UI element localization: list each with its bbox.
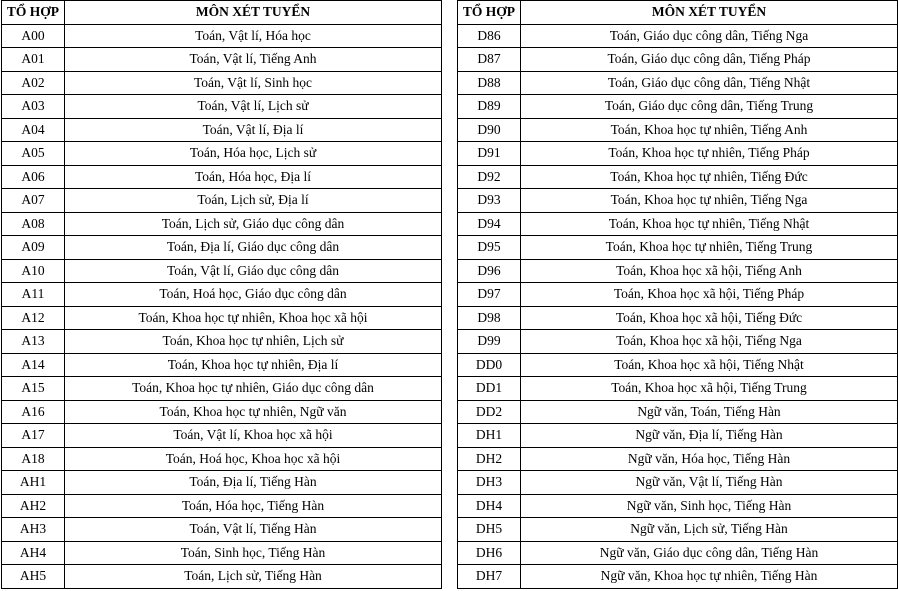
table-row	[458, 24, 898, 48]
table-row	[2, 306, 442, 330]
table-row	[458, 306, 898, 330]
combination-subjects: Toán, Vật lí, Tiếng Anh	[65, 48, 442, 72]
table-row	[458, 165, 898, 189]
combination-code: D90	[458, 118, 521, 142]
header-row	[458, 1, 898, 25]
combination-code: D96	[458, 259, 521, 283]
table-row	[2, 165, 442, 189]
combination-code: D94	[458, 212, 521, 236]
table-row	[458, 95, 898, 119]
combination-code: A14	[2, 353, 65, 377]
column-header-code: TỔ HỢP	[2, 1, 65, 25]
table-row	[2, 424, 442, 448]
combination-code: A09	[2, 236, 65, 260]
combination-subjects: Toán, Khoa học xã hội, Tiếng Trung	[521, 377, 898, 401]
combination-subjects: Toán, Khoa học tự nhiên, Tiếng Trung	[521, 236, 898, 260]
combination-subjects: Toán, Khoa học xã hội, Tiếng Nga	[521, 330, 898, 354]
combination-code: A10	[2, 259, 65, 283]
combination-subjects: Toán, Địa lí, Giáo dục công dân	[65, 236, 442, 260]
combination-subjects: Toán, Vật lí, Hóa học	[65, 24, 442, 48]
table-row	[458, 71, 898, 95]
table-row	[458, 48, 898, 72]
combination-subjects: Toán, Sinh học, Tiếng Hàn	[65, 541, 442, 565]
combination-subjects: Ngữ văn, Hóa học, Tiếng Hàn	[521, 447, 898, 471]
table-row	[2, 48, 442, 72]
combination-subjects: Toán, Hóa học, Lịch sử	[65, 142, 442, 166]
column-header-subjects: MÔN XÉT TUYỂN	[521, 1, 898, 25]
table-row	[458, 212, 898, 236]
combination-code: A08	[2, 212, 65, 236]
combination-code: DH6	[458, 541, 521, 565]
combination-code: DD1	[458, 377, 521, 401]
combination-subjects: Toán, Khoa học xã hội, Tiếng Pháp	[521, 283, 898, 307]
combination-code: D89	[458, 95, 521, 119]
combination-table-right	[457, 0, 898, 589]
combination-subjects: Toán, Khoa học tự nhiên, Tiếng Nga	[521, 189, 898, 213]
combination-subjects: Toán, Vật lí, Khoa học xã hội	[65, 424, 442, 448]
combination-code: D86	[458, 24, 521, 48]
combination-subjects: Toán, Giáo dục công dân, Tiếng Nga	[521, 24, 898, 48]
table-row	[458, 189, 898, 213]
combination-code: D97	[458, 283, 521, 307]
combination-subjects: Toán, Hóa học, Tiếng Hàn	[65, 494, 442, 518]
combination-subjects: Toán, Vật lí, Giáo dục công dân	[65, 259, 442, 283]
table-row	[458, 236, 898, 260]
combination-subjects: Ngữ văn, Lịch sử, Tiếng Hàn	[521, 518, 898, 542]
combination-subjects: Toán, Địa lí, Tiếng Hàn	[65, 471, 442, 495]
combination-subjects: Toán, Khoa học tự nhiên, Ngữ văn	[65, 400, 442, 424]
table-row	[458, 353, 898, 377]
combination-code: D91	[458, 142, 521, 166]
combination-subjects: Toán, Khoa học xã hội, Tiếng Anh	[521, 259, 898, 283]
combination-subjects: Toán, Khoa học tự nhiên, Khoa học xã hội	[65, 306, 442, 330]
combination-subjects: Toán, Vật lí, Địa lí	[65, 118, 442, 142]
combination-code: AH3	[2, 518, 65, 542]
combination-code: D98	[458, 306, 521, 330]
combination-subjects: Toán, Khoa học xã hội, Tiếng Nhật	[521, 353, 898, 377]
combination-code: A16	[2, 400, 65, 424]
column-header-subjects: MÔN XÉT TUYỂN	[65, 1, 442, 25]
table-row	[458, 283, 898, 307]
combination-subjects: Ngữ văn, Sinh học, Tiếng Hàn	[521, 494, 898, 518]
combination-subjects: Toán, Khoa học tự nhiên, Tiếng Nhật	[521, 212, 898, 236]
table-row	[2, 353, 442, 377]
combination-code: A01	[2, 48, 65, 72]
table-row	[2, 95, 442, 119]
combination-code: D88	[458, 71, 521, 95]
combination-subjects: Toán, Khoa học tự nhiên, Tiếng Pháp	[521, 142, 898, 166]
combination-code: A13	[2, 330, 65, 354]
table-row	[2, 259, 442, 283]
combination-code: A05	[2, 142, 65, 166]
combination-subjects: Toán, Lịch sử, Tiếng Hàn	[65, 565, 442, 589]
combination-code: AH5	[2, 565, 65, 589]
table-row	[458, 424, 898, 448]
table-row	[2, 518, 442, 542]
combination-subjects: Toán, Khoa học xã hội, Tiếng Đức	[521, 306, 898, 330]
table-row	[2, 565, 442, 589]
combination-code: AH1	[2, 471, 65, 495]
table-row	[2, 330, 442, 354]
table-row	[2, 494, 442, 518]
table-row	[458, 494, 898, 518]
combination-subjects: Toán, Khoa học tự nhiên, Địa lí	[65, 353, 442, 377]
combination-subjects: Ngữ văn, Địa lí, Tiếng Hàn	[521, 424, 898, 448]
header-row	[2, 1, 442, 25]
combination-subjects: Toán, Hóa học, Địa lí	[65, 165, 442, 189]
table-row	[2, 400, 442, 424]
table-row	[458, 471, 898, 495]
table-row	[2, 447, 442, 471]
combination-subjects: Toán, Khoa học tự nhiên, Giáo dục công dân	[65, 377, 442, 401]
table-row	[458, 259, 898, 283]
table-row	[2, 189, 442, 213]
combination-code: AH2	[2, 494, 65, 518]
combination-table-left	[1, 0, 442, 589]
combination-code: DD2	[458, 400, 521, 424]
combination-subjects: Toán, Giáo dục công dân, Tiếng Nhật	[521, 71, 898, 95]
table-row	[458, 142, 898, 166]
table-row	[458, 541, 898, 565]
table-row	[2, 283, 442, 307]
combination-code: DH3	[458, 471, 521, 495]
combination-subjects: Toán, Lịch sử, Giáo dục công dân	[65, 212, 442, 236]
combination-code: A00	[2, 24, 65, 48]
table-row	[2, 71, 442, 95]
combination-code: A12	[2, 306, 65, 330]
combination-subjects: Ngữ văn, Toán, Tiếng Hàn	[521, 400, 898, 424]
combination-subjects: Toán, Vật lí, Tiếng Hàn	[65, 518, 442, 542]
combination-subjects: Toán, Khoa học tự nhiên, Tiếng Anh	[521, 118, 898, 142]
combination-code: A18	[2, 447, 65, 471]
combination-code: A15	[2, 377, 65, 401]
combination-subjects: Toán, Giáo dục công dân, Tiếng Pháp	[521, 48, 898, 72]
combination-subjects: Toán, Khoa học tự nhiên, Lịch sử	[65, 330, 442, 354]
combination-subjects: Ngữ văn, Vật lí, Tiếng Hàn	[521, 471, 898, 495]
table-row	[2, 471, 442, 495]
table-row	[458, 565, 898, 589]
table-row	[2, 236, 442, 260]
table-row	[458, 118, 898, 142]
combination-code: A17	[2, 424, 65, 448]
table-row	[458, 518, 898, 542]
combination-subjects: Toán, Lịch sử, Địa lí	[65, 189, 442, 213]
combination-code: A04	[2, 118, 65, 142]
table-row	[2, 118, 442, 142]
table-row	[2, 541, 442, 565]
combination-code: A03	[2, 95, 65, 119]
combination-code: A07	[2, 189, 65, 213]
table-row	[458, 377, 898, 401]
combination-code: D87	[458, 48, 521, 72]
column-header-code: TỔ HỢP	[458, 1, 521, 25]
combination-code: DH1	[458, 424, 521, 448]
combination-code: A02	[2, 71, 65, 95]
combination-code: D92	[458, 165, 521, 189]
table-row	[2, 377, 442, 401]
combination-subjects: Toán, Vật lí, Sinh học	[65, 71, 442, 95]
table-row	[458, 400, 898, 424]
combination-subjects: Ngữ văn, Giáo dục công dân, Tiếng Hàn	[521, 541, 898, 565]
combination-code: D93	[458, 189, 521, 213]
table-row	[458, 330, 898, 354]
combination-code: DH4	[458, 494, 521, 518]
table-row	[2, 24, 442, 48]
table-row	[458, 447, 898, 471]
combination-subjects: Toán, Hoá học, Giáo dục công dân	[65, 283, 442, 307]
combination-code: DH7	[458, 565, 521, 589]
combination-subjects: Toán, Khoa học tự nhiên, Tiếng Đức	[521, 165, 898, 189]
combination-code: DH2	[458, 447, 521, 471]
combination-code: AH4	[2, 541, 65, 565]
combination-subjects: Toán, Hoá học, Khoa học xã hội	[65, 447, 442, 471]
table-row	[2, 212, 442, 236]
combination-code: A06	[2, 165, 65, 189]
combination-code: DH5	[458, 518, 521, 542]
combination-subjects: Toán, Vật lí, Lịch sử	[65, 95, 442, 119]
combination-code: D95	[458, 236, 521, 260]
combination-code: A11	[2, 283, 65, 307]
combination-subjects: Ngữ văn, Khoa học tự nhiên, Tiếng Hàn	[521, 565, 898, 589]
combination-subjects: Toán, Giáo dục công dân, Tiếng Trung	[521, 95, 898, 119]
combination-code: D99	[458, 330, 521, 354]
table-row	[2, 142, 442, 166]
combination-code: DD0	[458, 353, 521, 377]
